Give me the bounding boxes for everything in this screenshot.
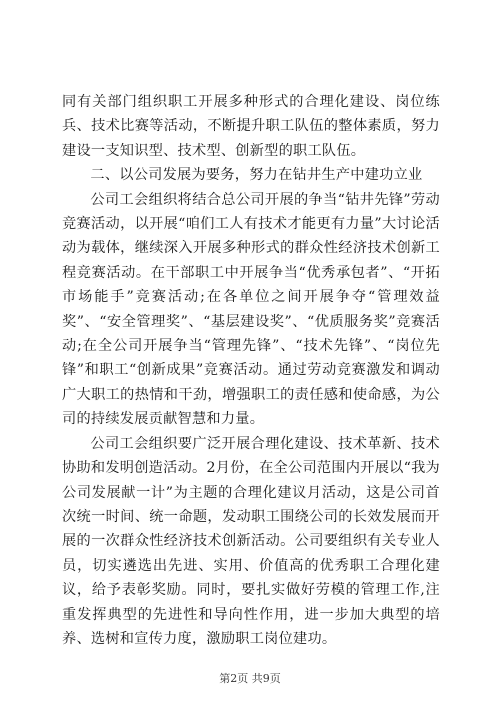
paragraph-continuation: 同有关部门组织职工开展多种形式的合理化建设、岗位练兵、技术比赛等活动，不断提升职工队伍的整体素质，努力建设一支知识型、技术型、创新型的职工队伍。 xyxy=(62,94,440,159)
section-heading: 二、以公司发展为要务，努力在钻井生产中建功立业 xyxy=(90,167,423,184)
paragraph-labor-competition: 公司工会组织将结合总公司开展的争当“钻井先锋”劳动竞赛活动，以开展“咱们工人有技术才能更有力量”大讨论活动为载体，继续深入开展多种形式的群众性经济技术创新工程竞赛活动。在干部职工中开展争当“优秀承包者”、“开拓市场能手”竞赛活动;在各单位之间开展争夺“管理效益奖”、“安全管理奖”、“基层建设奖”、“优质服务奖”竞赛活动;在全公司开展争当“管理先锋”、“技术先锋”、“岗位先锋”和职工“创新成果”竞赛活动。通过劳动竞赛激发和调动广大职工的热情和干劲，增强职工的责任感和使命感，为公司的持续发展贡献智慧和力量。 xyxy=(62,191,440,428)
paragraph-rationalization: 公司工会组织要广泛开展合理化建设、技术革新、技术协助和发明创造活动。2月份，在全公司范围内开展以“我为公司发展献一计”为主题的合理化建议月活动，这是公司首次统一时间、统一命题，发动职工围绕公司的长效发展而开展的一次群众性经济技术创新活动。公司要组织有关专业人员，切实遴选出先进、实用、价值高的优秀职工合理化建议，给予表彰奖励。同时，要扎实做好劳模的管理工作,注重发挥典型的先进性和导向性作用，进一步加大典型的培养、选树和宣传力度，激励职工岗位建功。 xyxy=(62,435,440,647)
document-body xyxy=(62,90,440,651)
page-number-footer: 第2页 共9页 xyxy=(219,672,281,685)
